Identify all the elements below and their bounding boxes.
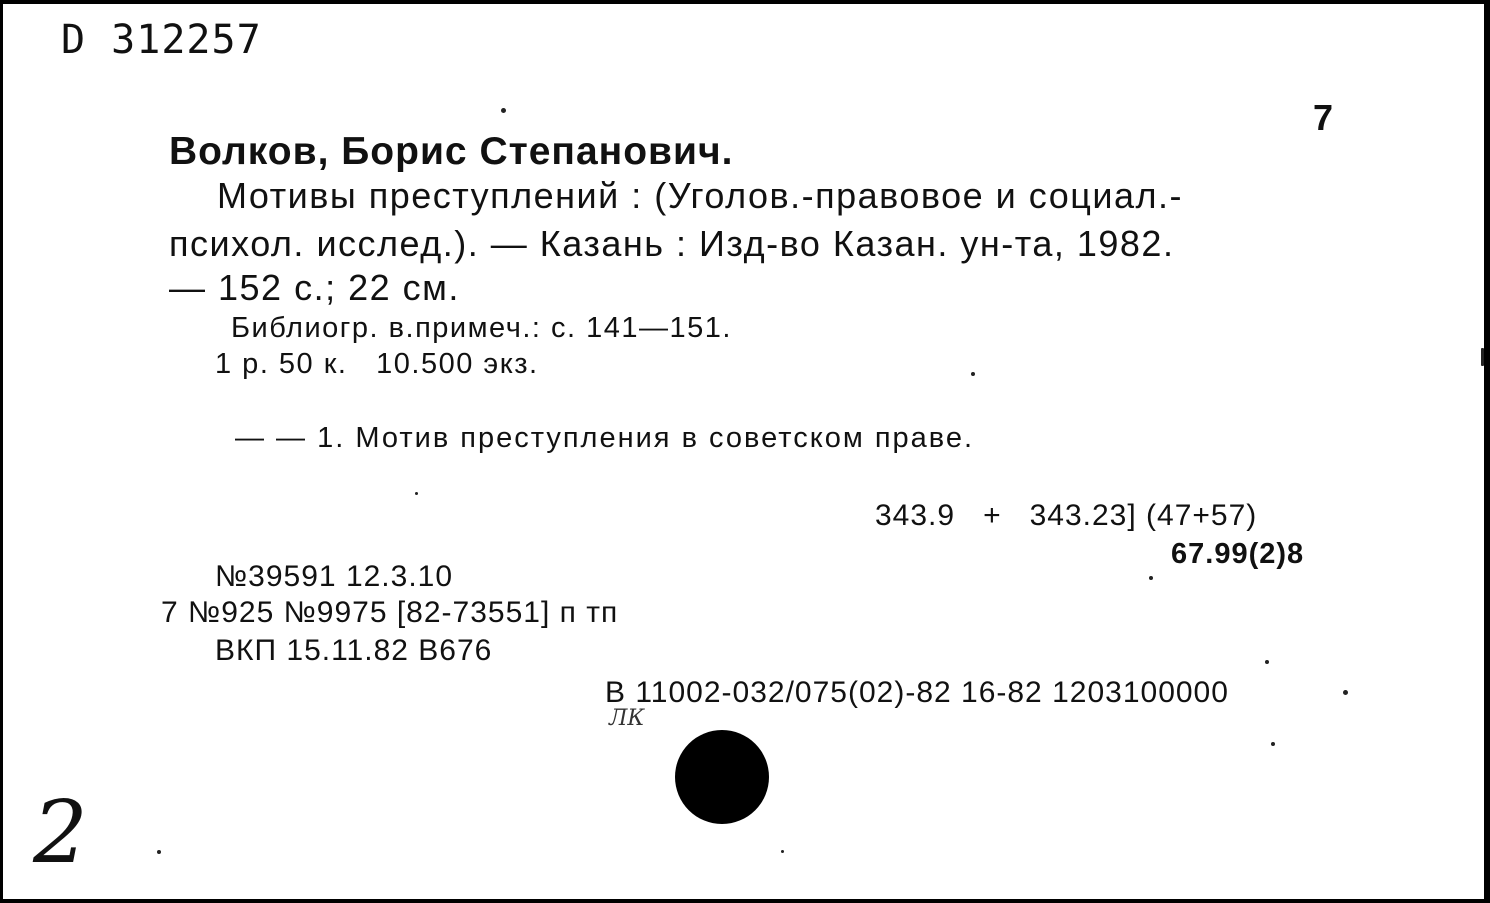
speck [781,850,784,853]
subject-heading: — — 1. Мотив преступления в советском праве. [235,422,975,454]
title-description-line-1: Мотивы преступлений : (Уголов.-правовое и социал.- [217,175,1183,216]
price-print-run: 1 р. 50 к. 10.500 экз. [215,348,539,380]
punch-hole [675,730,769,824]
accession-line-3: ВКП 15.11.82 В676 [215,634,493,667]
speck [415,492,418,495]
speck [1265,660,1269,664]
publisher-code-line: В 11002-032/075(02)-82 16-82 1203100000 [605,676,1229,709]
accession-line-1: №39591 12.3.10 [215,560,454,593]
speck [157,850,161,854]
speck [501,108,506,113]
author-heading: Волков, Борис Степанович. [169,130,734,173]
accession-line-2: 7 №925 №9975 [82-73551] п тп [161,596,619,629]
speck [1343,690,1348,695]
inventory-number: D 312257 [61,17,262,63]
title-description-line-2: психол. исслед.). — Казань : Изд-во Казан. ун-та, 1982. [169,223,1175,264]
handwritten-mark: ЛК [609,706,645,731]
card-number: 7 [1313,97,1334,138]
udc-index: 343.9 + 343.23] (47+57) [875,499,1258,532]
speck [1271,742,1275,746]
speck [971,372,975,376]
speck [1481,348,1484,366]
handwritten-number: 2 [33,783,88,883]
speck [1149,576,1153,580]
bbk-index: 67.99(2)8 [1171,538,1305,570]
title-description-line-3: — 152 с.; 22 см. [169,267,460,308]
bibliography-note: Библиогр. в.примеч.: с. 141—151. [231,312,732,344]
